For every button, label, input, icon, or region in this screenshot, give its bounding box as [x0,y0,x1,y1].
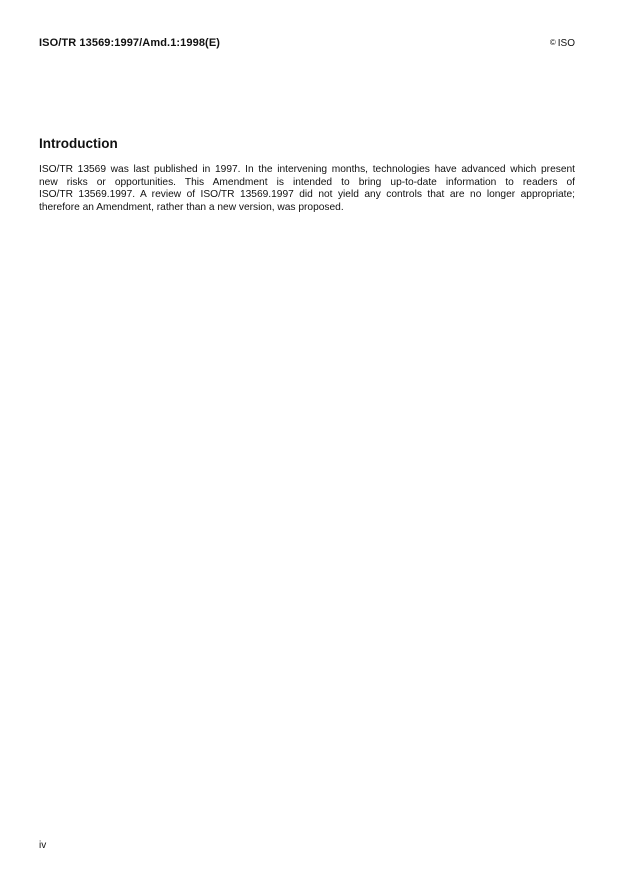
paragraph-line: ISO/TR 13569 was last published in 1997. In the intervening months, technologies have advanced which present [39,164,575,175]
copyright-text: ISO [557,38,575,49]
copyright-notice [550,38,575,49]
section-title: Introduction [39,136,118,151]
paragraph-line: ISO/TR 13569.1997. A review of ISO/TR 13569.1997 did not yield any controls that are no longer appropriate; [39,189,575,201]
paragraph-line: therefore an Amendment, rather than a new version, was proposed. [39,202,344,214]
document-identifier: ISO/TR 13569:1997/Amd.1:1998(E) [39,37,221,49]
copyright-icon: © [549,38,556,47]
page-number: iv [39,840,47,851]
paragraph-line: new risks or opportunities. This Amendment is intended to bring up-to-date information to readers of [39,176,575,188]
introduction-paragraph [39,164,575,215]
